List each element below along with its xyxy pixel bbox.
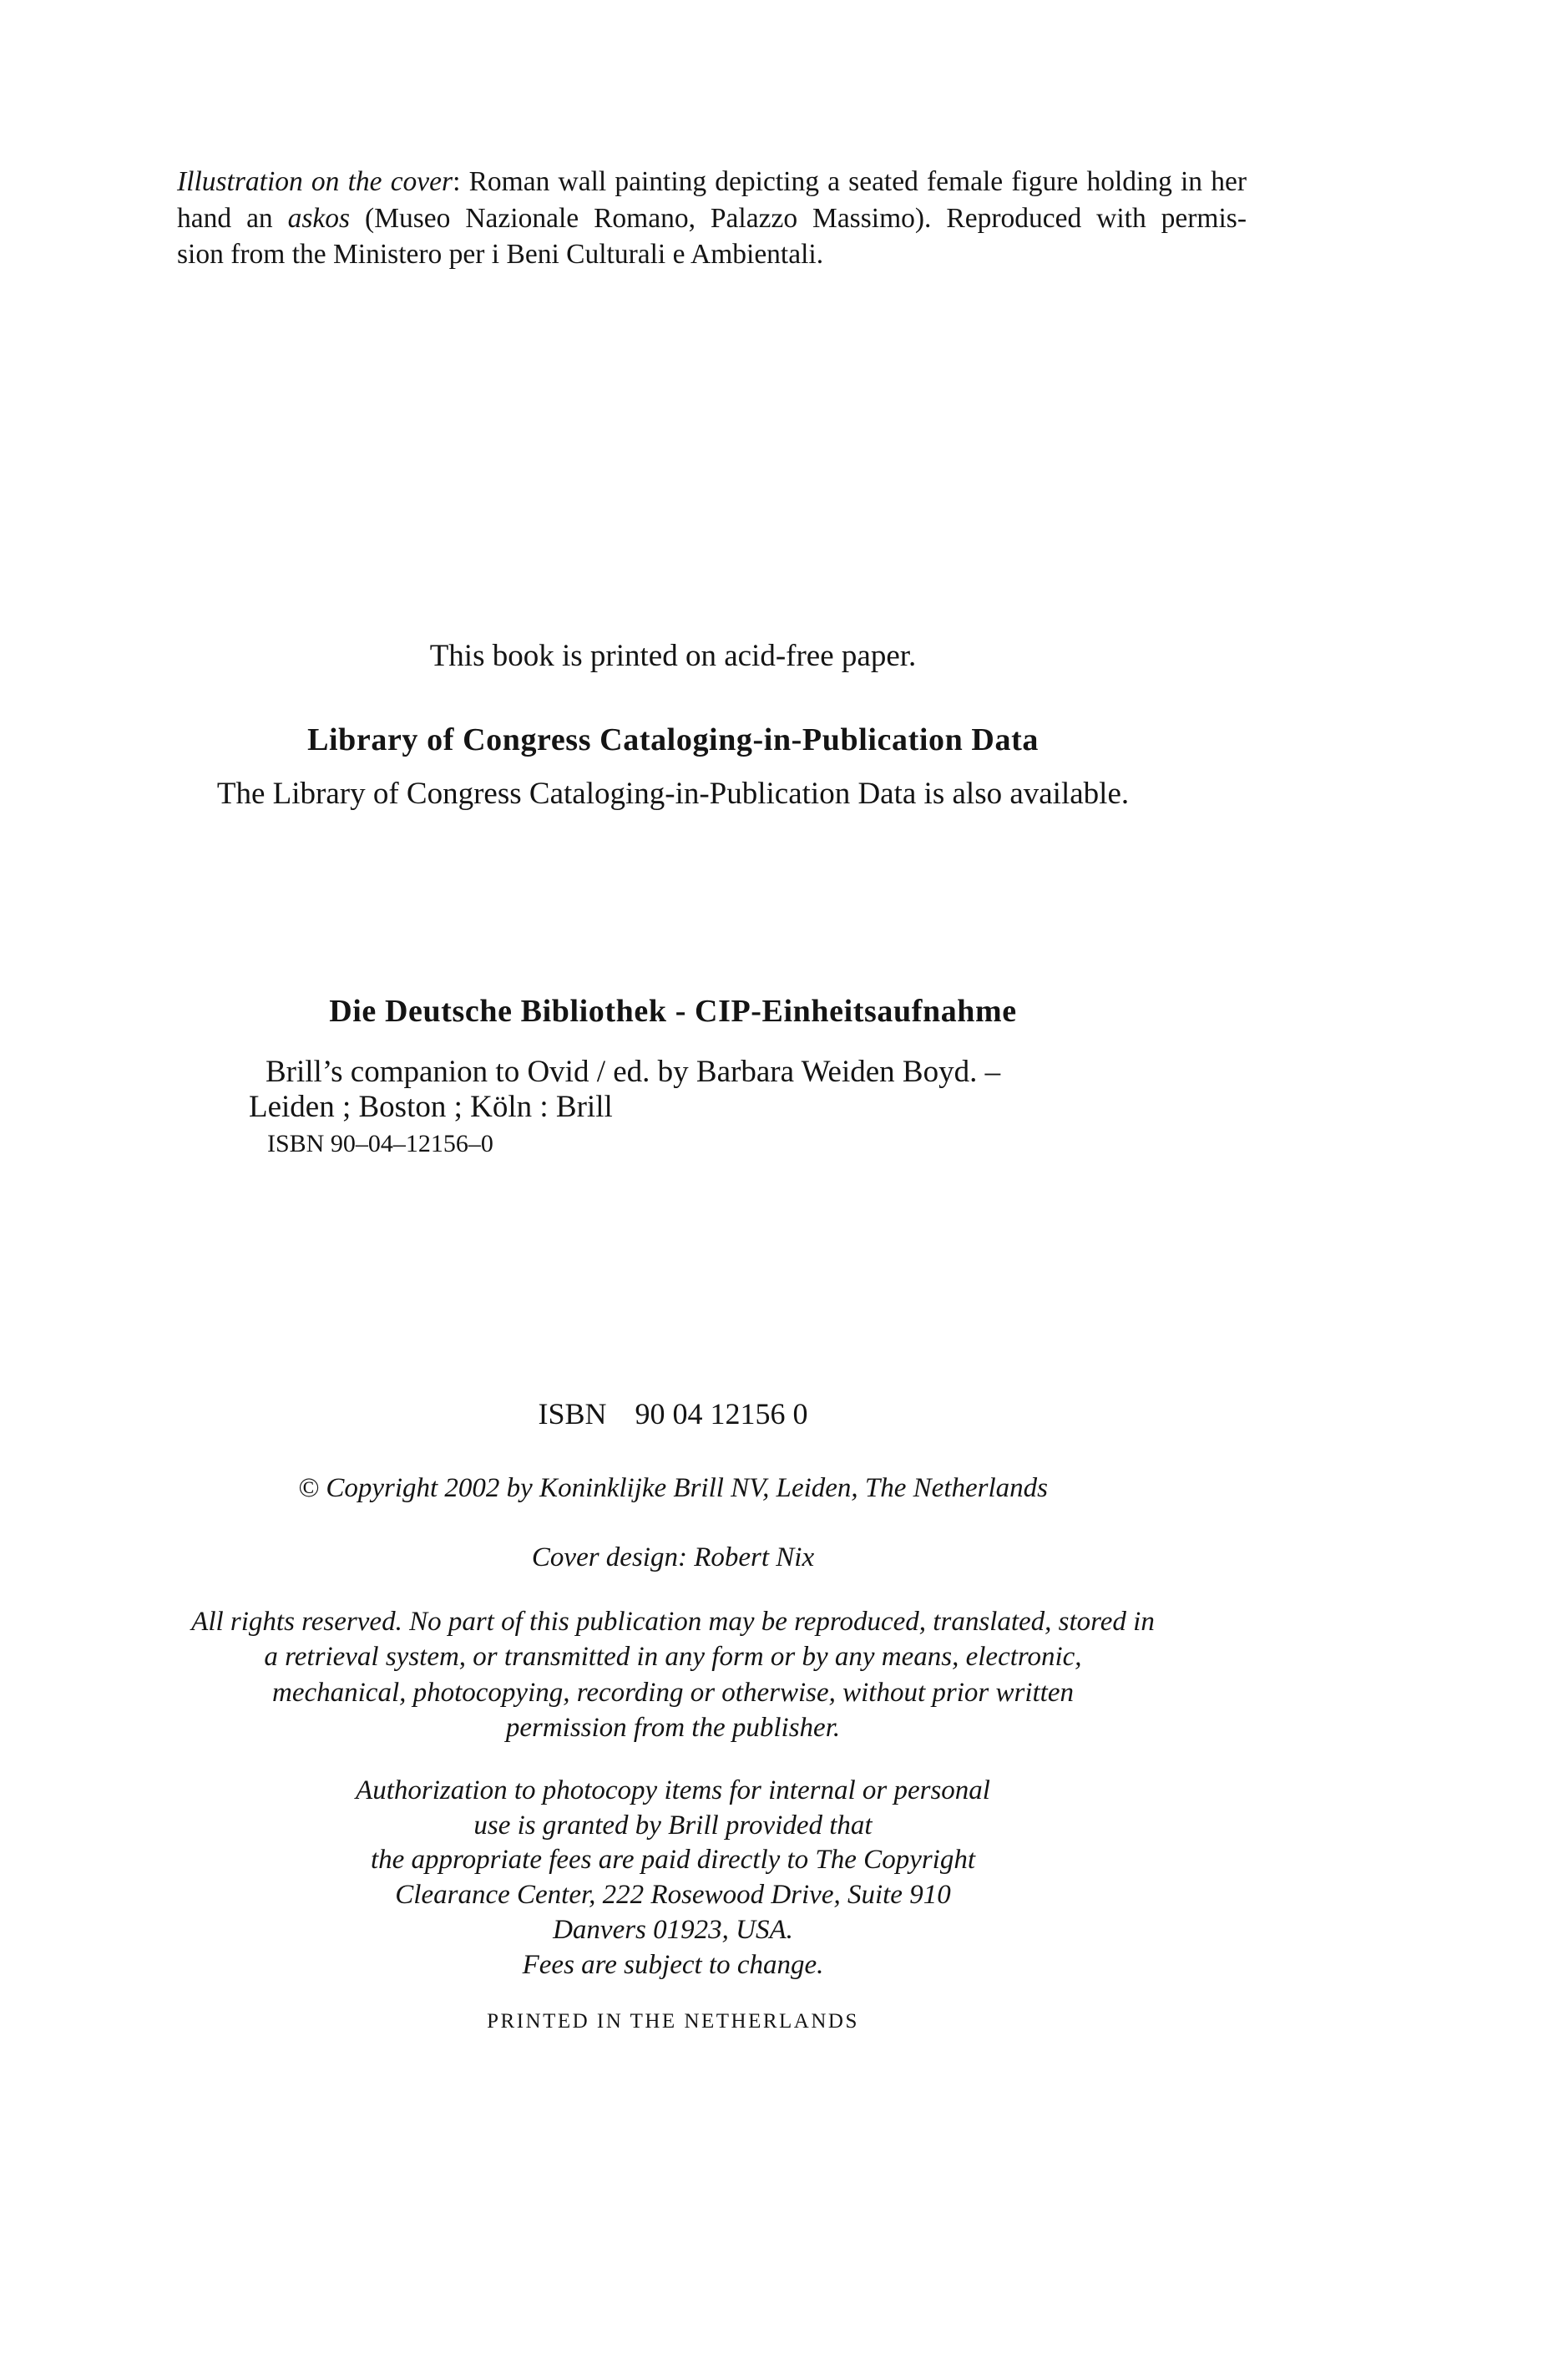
rights-notice-line: permission from the publisher. <box>505 1712 841 1743</box>
acid-free-paper-note: This book is printed on acid-free paper. <box>429 639 917 673</box>
cover-note-line <box>177 200 1247 237</box>
cover-illustration-note <box>177 164 1247 273</box>
cover-note-line: sion from the Ministero per i Beni Culturali e Ambientali. <box>177 239 824 271</box>
rights-notice-line: mechanical, photocopying, recording or otherwise, without prior written <box>272 1677 1074 1708</box>
authorization-line: Authorization to photocopy items for internal or personal <box>356 1775 990 1805</box>
cip-record-isbn: ISBN 90–04–12156–0 <box>267 1130 493 1157</box>
copyright-line: © Copyright 2002 by Koninklijke Brill NV, Leiden, The Netherlands <box>298 1473 1048 1503</box>
cover-design-credit: Cover design: Robert Nix <box>531 1542 815 1572</box>
rights-notice <box>172 1604 1174 1745</box>
cover-note-line <box>177 164 1247 200</box>
cover-note-text: : Roman wall painting depicting a seated female figure holding in her <box>453 166 1247 197</box>
cover-note-label: Illustration on the cover <box>177 166 453 197</box>
isbn-line <box>172 1395 1174 1432</box>
loc-cip-availability: The Library of Congress Cataloging-in-Publication Data is also available. <box>216 777 1130 811</box>
printed-in-line: PRINTED IN THE NETHERLANDS <box>487 2010 859 2033</box>
isbn-number: 90 04 12156 0 <box>635 1397 808 1431</box>
rights-notice-line: a retrieval system, or transmitted in any form or by any means, electronic, <box>264 1642 1082 1673</box>
authorization-line: Clearance Center, 222 Rosewood Drive, Suite 910 <box>395 1880 951 1911</box>
askos-term: askos <box>287 202 351 234</box>
rights-notice-line: All rights reserved. No part of this publication may be reproduced, translated, stored in <box>191 1607 1155 1637</box>
cip-record-title: Brill’s companion to Ovid / ed. by Barbara Weiden Boyd. – <box>266 1055 1001 1089</box>
isbn-label: ISBN <box>538 1397 607 1431</box>
authorization-line: use is granted by Brill provided that <box>473 1810 873 1841</box>
authorization-line: the appropriate fees are paid directly to The Copyright <box>370 1845 976 1876</box>
authorization-notice <box>172 1774 1174 1982</box>
authorization-line: Fees are subject to change. <box>522 1949 824 1980</box>
cover-note-text: hand an <box>177 202 288 234</box>
loc-cip-heading: Library of Congress Cataloging-in-Publication Data <box>307 722 1039 757</box>
authorization-line: Danvers 01923, USA. <box>553 1914 793 1945</box>
cover-note-text: (Museo Nazionale Romano, Palazzo Massimo). Reproduced with permis- <box>350 202 1247 234</box>
cip-record-imprint: Leiden ; Boston ; Köln : Brill <box>249 1090 613 1124</box>
ddb-cip-heading: Die Deutsche Bibliothek - CIP-Einheitsaufnahme <box>329 994 1017 1029</box>
